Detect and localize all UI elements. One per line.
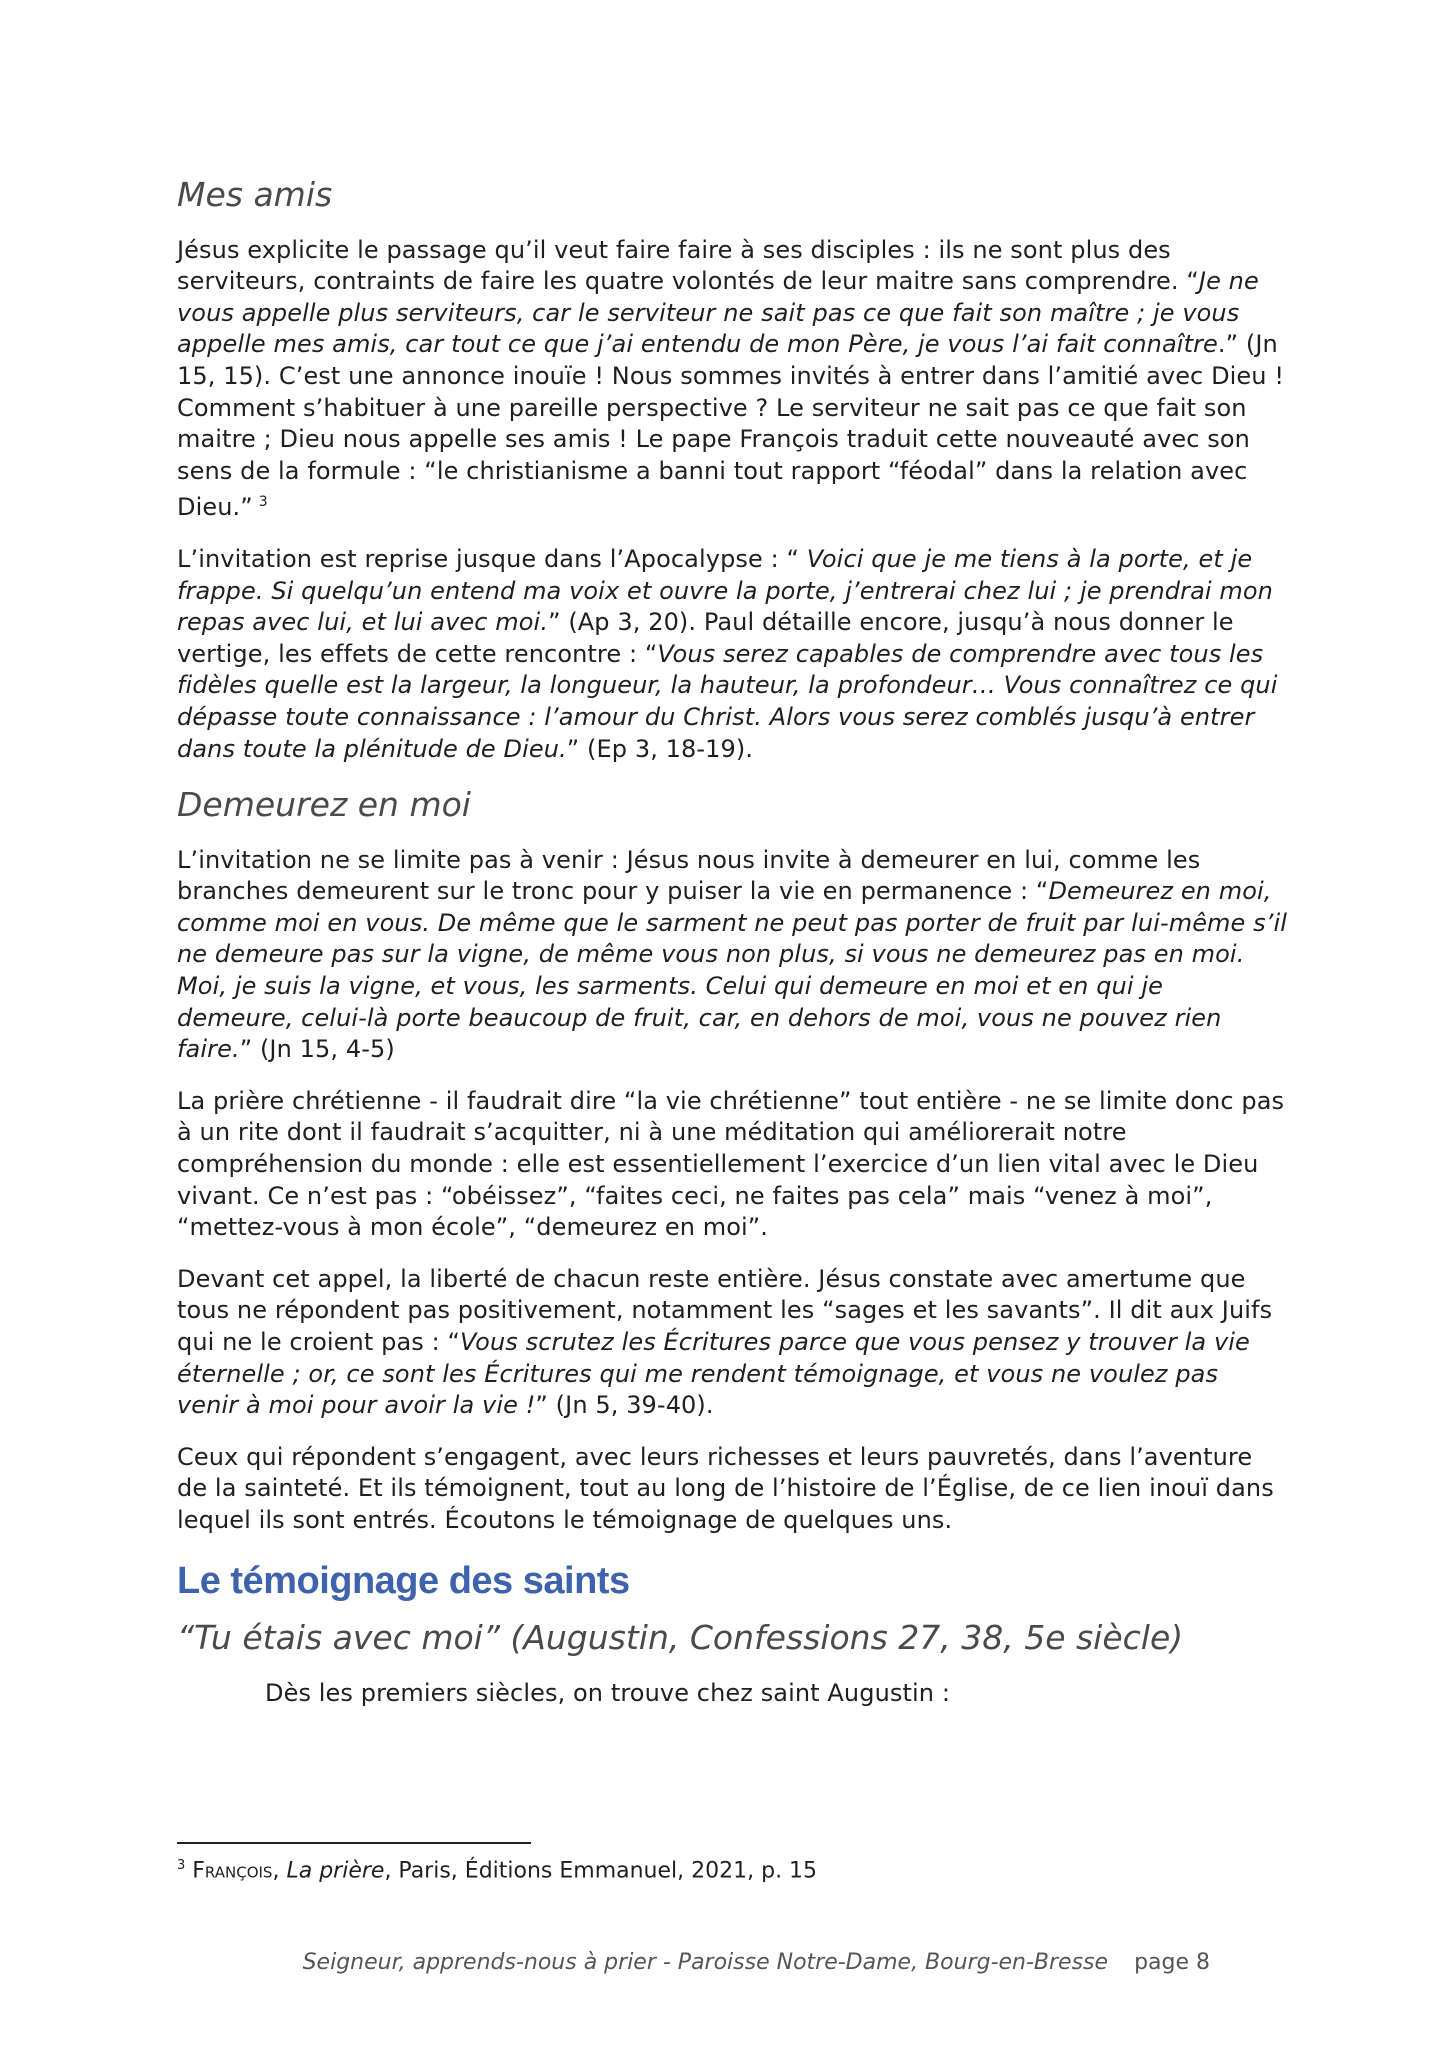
footnote-author: François <box>192 1858 273 1884</box>
body-text: Devant cet appel, la liberté de chacun reste entière. Jésus constate avec amertume que tous ne répondent pas positivement, notamment les “sages et les savants”. Il dit aux Juifs qui ne le croient pas : “ <box>177 1264 1273 1356</box>
paragraph <box>177 1086 1287 1244</box>
subsection-heading-augustin: “Tu étais avec moi” (Augustin, Confessions 27, 38, 5e siècle) <box>177 1617 1184 1657</box>
paragraph: Dès les premiers siècles, on trouve chez saint Augustin : <box>265 1678 951 1707</box>
body-text: La prière chrétienne - il faudrait dire “la vie chrétienne” tout entière - ne se limite donc pas à un rite dont il faudrait s’acquitter, ni à une méditation qui améliorerait notre compréhension du monde : elle est essentiellement l’exercice d’un lien vital avec le Dieu vivant. Ce n’est pas : “obéissez”, “faites ceci, ne faites pas cela” mais “venez à moi”, “mettez-vous à mon école”, “demeurez en moi”. <box>177 1086 1285 1242</box>
quote-text: Vous scrutez les Écritures parce que vous pensez y trouver la vie éternelle ; or, ce sont les Écritures qui me rendent témoignage, et vous ne voulez pas venir à moi pour avoir la vie ! <box>177 1328 1250 1420</box>
paragraph <box>177 1264 1287 1422</box>
body-text: L’invitation ne se limite pas à venir : Jésus nous invite à demeurer en lui, comme les branches demeurent sur le tronc pour y puiser la vie en permanence : “ <box>177 845 1201 906</box>
page-number: page 8 <box>1134 1950 1210 1975</box>
body-text: ” (Jn 5, 39-40). <box>535 1391 714 1420</box>
paragraph <box>177 1442 1287 1537</box>
body-text: L’invitation est reprise jusque dans l’Apocalypse : “ <box>177 544 807 573</box>
section-heading-demeurez: Demeurez en moi <box>177 785 471 825</box>
footer-text: Seigneur, apprends-nous à prier - Paroisse Notre-Dame, Bourg-en-Bresse <box>302 1950 1109 1975</box>
body-text: .” (Jn 15, 15). C’est une annonce inouïe ! Nous sommes invités à entrer dans l’amitié avec Dieu ! Comment s’habituer à une pareille perspective ? Le serviteur ne sait pas ce que fait son maitre ; Dieu nous appelle ses amis ! Le pape François traduit cette nouveauté avec son sens de la formule : “le christianisme a banni tout rapport “féodal” dans la relation avec Dieu.” <box>177 330 1285 522</box>
paragraph <box>177 845 1287 1066</box>
body-text: Jésus explicite le passage qu’il veut faire faire à ses disciples : ils ne sont plus des serviteurs, contraints de faire les quatre volontés de leur maitre sans comprendre. “ <box>177 235 1199 296</box>
chapter-heading-temoignage: Le témoignage des saints <box>177 1559 630 1602</box>
paragraph <box>177 235 1287 524</box>
quote-text: Je ne vous appelle plus serviteurs, car le serviteur ne sait pas ce que fait son maître ; je vous appelle mes amis, car tout ce que j’ai entendu de mon Père, je vous l’ai fait connaître <box>177 267 1259 359</box>
footnote-separator <box>177 1842 531 1844</box>
page-content <box>177 175 1287 1729</box>
section-heading-mes-amis: Mes amis <box>177 175 333 214</box>
page-footer <box>0 1950 1210 1975</box>
quote-text: Voici que je me tiens à la porte, et je frappe. Si quelqu’un entend ma voix et ouvre la porte, j’entrerai chez lui ; je prendrai mon repas avec lui, et lui avec moi. <box>177 544 1273 637</box>
footnote-rest: , Paris, Éditions Emmanuel, 2021, p. 15 <box>384 1858 818 1884</box>
footnote-title: La prière <box>286 1858 385 1884</box>
quote-text: Demeurez en moi, comme moi en vous. De même que le sarment ne peut pas porter de fruit par lui-même s’il ne demeure pas sur la vigne, de même vous non plus, si vous ne demeurez pas en moi. Moi, je suis la vigne, et vous, les sarments. Celui qui demeure en moi et en qui je demeure, celui-là porte beaucoup de fruit, car, en dehors de moi, vous ne pouvez rien faire. <box>177 877 1288 1064</box>
footnote-number: 3 <box>177 1858 186 1873</box>
footnote: $^3$ François, La prière, Paris, Éditions Emmanuel, 2021, p. 15 <box>177 1858 818 1884</box>
paragraph <box>177 544 1287 765</box>
footnote-ref: 3 <box>258 494 268 511</box>
body-text: ” (Ep 3, 18-19). <box>566 734 754 763</box>
body-text: ” (Jn 15, 4-5) <box>239 1035 395 1064</box>
body-text: Ceux qui répondent s’engagent, avec leurs richesses et leurs pauvretés, dans l’aventure de la sainteté. Et ils témoignent, tout au long de l’histoire de l’Église, de ce lien inouï dans lequel ils sont entrés. Écoutons le témoignage de quelques uns. <box>177 1442 1274 1534</box>
quote-text: Vous serez capables de comprendre avec tous les fidèles quelle est la largeur, la longueur, la hauteur, la profondeur… Vous connaîtrez ce qui dépasse toute connaissance : l’amour du Christ. Alors vous serez comblés jusqu’à entrer dans toute la plénitude de Dieu. <box>177 639 1278 763</box>
body-text: ” (Ap 3, 20). Paul détaille encore, jusqu’à nous donner le vertige, les effets de cette rencontre : “ <box>177 608 1234 668</box>
